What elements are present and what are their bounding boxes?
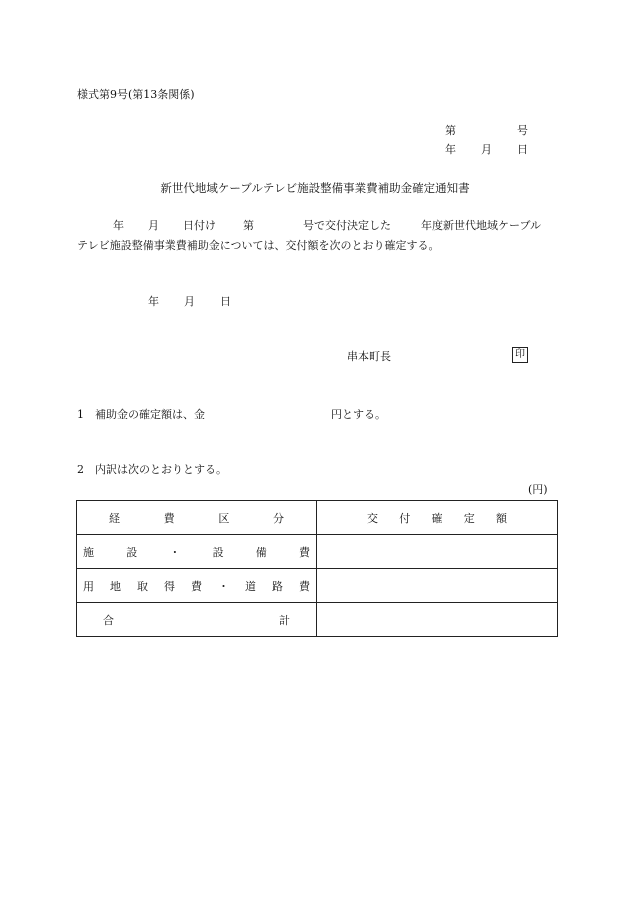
- body-dated: 日付け: [183, 219, 216, 232]
- body-line-2: テレビ施設整備事業費補助金については、交付額を次のとおり確定する。: [77, 239, 440, 252]
- document-title: 新世代地域ケーブルテレビ施設整備事業費補助金確定通知書: [160, 181, 470, 195]
- unit-label: (円): [528, 483, 548, 496]
- header-category: 経費区分: [77, 501, 317, 535]
- body-month: 月: [148, 219, 159, 232]
- issue-date: [445, 141, 529, 157]
- item-1-label: 1 補助金の確定額は、金: [77, 408, 205, 421]
- item-1-suffix: 円とする。: [331, 408, 386, 421]
- seal-mark: 印: [512, 347, 528, 363]
- issue-date-year: 年: [445, 143, 456, 156]
- row-category: 用地取得費・道路費: [77, 569, 317, 603]
- body-no-suffix: 号で交付決定した: [303, 219, 391, 232]
- decision-date-year: 年: [148, 295, 159, 308]
- table-total-row: [77, 603, 558, 637]
- row-category: 施設・設備費: [77, 535, 317, 569]
- issue-date-month: 月: [481, 143, 492, 156]
- signer-title: 串本町長: [347, 350, 391, 363]
- header-amount: 交付確定額: [317, 501, 558, 535]
- body-year: 年: [113, 219, 124, 232]
- item-2-label: 2 内訳は次のとおりとする。: [77, 463, 227, 476]
- body-no-prefix: 第: [243, 219, 254, 232]
- issue-date-day: 日: [517, 143, 528, 156]
- total-amount[interactable]: [317, 603, 558, 637]
- item-1: [77, 406, 477, 422]
- breakdown-table: [76, 500, 558, 637]
- body-line-1: [77, 217, 557, 233]
- row-amount[interactable]: [317, 569, 558, 603]
- table-row: [77, 569, 558, 603]
- row-amount[interactable]: [317, 535, 558, 569]
- document-number-prefix: 第: [445, 124, 456, 137]
- decision-date-day: 日: [220, 295, 231, 308]
- total-label: 合計: [77, 603, 317, 637]
- table-header-row: [77, 501, 558, 535]
- body-fiscal-year: 年度新世代地域ケーブル: [421, 219, 542, 232]
- form-id: 様式第9号(第13条関係): [77, 88, 195, 101]
- document-number-suffix: 号: [517, 124, 528, 137]
- table-row: [77, 535, 558, 569]
- document-number: [445, 122, 529, 138]
- decision-date-month: 月: [184, 295, 195, 308]
- decision-date: [148, 293, 238, 309]
